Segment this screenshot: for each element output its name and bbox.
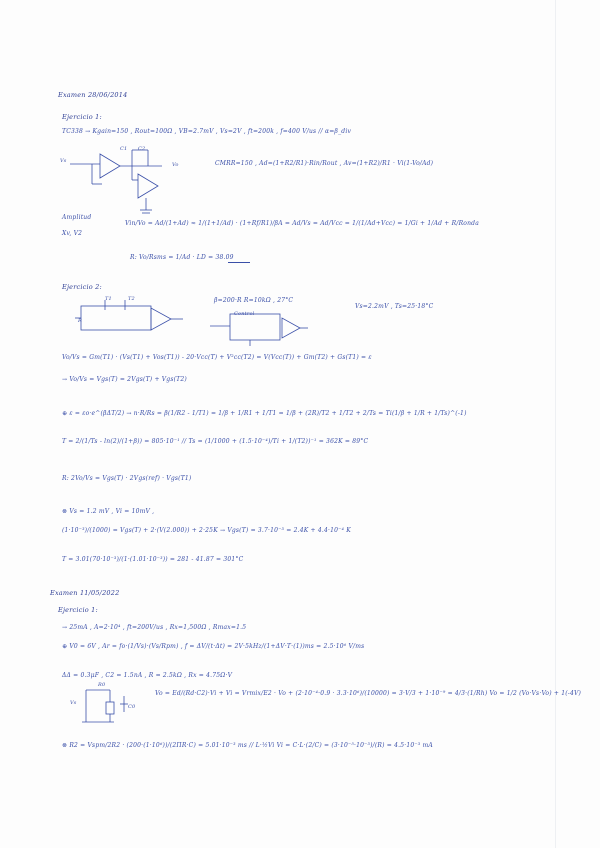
circuit1-label-vo: Vo [172,162,179,168]
exam1-ex2-line3: ⊕ ε = εo·e^(βΔT/2) → n·R/Rs = β(1/R2 - 1/T1) = 1/β + 1/R1 + 1/T1 = 1/β + (2R)/T2 + 1/T2 + 2/Ts = Ti(1/β + 1/R + 1/Ts)^(-1) [62,410,467,417]
exam1-ex1-amp-label: Amplitud [62,214,92,221]
exam2-ex1-line4: ⊗ R2 = Vspm/2R2 · (200·(1·10⁶))/(2ΠR·C) = 5.01·10⁻³ ms // L·½Vi Vi = C·L·(2/C) = (3·10⁻⁵·10⁻³)/(R) = 4.5·10⁻³ mA [62,742,433,749]
exam1-header: Examen 28/06/2014 [58,91,128,99]
exam2-header: Examen 11/05/2022 [50,589,120,597]
page-margin-line [555,0,556,848]
exam1-ex1-result: R: Vo/Rsms = 1/Ad · LD = 38.09 [130,254,234,261]
exam2-ex1-line3: Vo = Ed/(Rd·C2)·Vi + Vi = Vrmix/E2 · Vo + (2·10⁻⁴·0.9 · 3.3·10⁶)/(10000) = 3·V/3 + 1·10⁻⁹ = 4/3·(1/Rh) Vo = 1/2 (Vo·Vs·Vo) + 1(-4V) [155,690,582,697]
exam1-ex1-given: TC338 → Kgain=150 , Rout=100Ω , VB=2.7mV , Vs=2V , ft=200k , f=400 V/us // α=β_div [62,128,352,135]
exam1-ex2-line1: Vo/Vs = Gm(T1) · (Vs(T1) + Vos(T1)) - 20·Vcc(T) + V²cc(T2) = V(Vcc(T)) + Gm(T2) + Gs(T1) = ε [62,354,372,361]
result-underline [228,262,250,263]
transistor-circuit-sketch [75,296,185,346]
exam1-ex2-side-extra: Vs=2.2mV , Ts=25·18°C [355,303,434,310]
circuit1-label-c1: C1 [120,146,128,152]
circuit3-label-r0: R0 [98,682,106,688]
circuit3-label-c0: C0 [128,704,136,710]
exam2-ex1-line2: ΔΔ = 0.3μF , C2 = 1.5nA , R = 2.5kΩ , Rx = 4.75Ω·V [62,672,233,679]
circuit3-label-vs: Vs [70,700,77,706]
circuit2-label-t1: T1 [105,296,112,302]
exam1-ex2-line4: T = 2/(1/Ts - ln(2)/(1+β)) = 805·10⁻¹ // Ts = (1/1000 + (1.5·10⁻⁴)/Ti + 1/(T2))⁻¹ = 362K = 89°C [62,438,369,445]
circuit1-label-vs: Vs [60,158,67,164]
exam1-ex2-line7: (1·10⁻³)/(1000) = Vgs(T) + 2·(V(2.000)) + 2·25K → Vgs(T) = 3.7·10⁻³ = 2.4K + 4.4·10⁻⁴ K [62,527,351,534]
exam1-ex2-side-block: β=200·R R=10kΩ , 27°C [214,297,294,304]
exam1-ex2-title: Ejercicio 2: [62,283,102,291]
circuit2-label-t2: T2 [128,296,135,302]
exam2-ex1-line1: ⊕ V0 = 6V , Ar = fo·(1/Vs)·(Vs/Rpm) , f = ΔV/(t·Δt) = 2V·5kHz/(1+ΔV·T·(1))ms = 2.5·10⁶ V/ms [62,643,365,650]
exam1-ex2-line8: T = 3.01(70·10⁻³)/(1·(1.01·10⁻³)) = 281 - 41.87 = 301°C [62,556,244,563]
circuit1-label-c2: C2 [138,146,146,152]
control-stage-sketch [210,308,310,348]
exam1-ex1-line-a: CMRR=150 , Ad=(1+R2/R1)·Rin/Rout , Av=(1+R2)/R1 · Vi(1-Vo/Ad) [215,160,434,167]
opamp-circuit-sketch-1 [62,144,172,224]
circuit2-label-r: R [78,318,82,324]
exam2-ex1-given: → 25mA , A=2·10⁴ , ft=200V/us , Rx=1,500Ω , Rmax=1.5 [62,624,247,631]
exam1-ex2-line5: R: 2Vo/Vs = Vgs(T) · 2Vgs(ref) · Vgs(T1) [62,475,192,482]
exam1-ex2-line2: → Vo/Vs = Vgs(T) = 2Vgs(T) + Vgs(T2) [62,376,187,383]
exam2-ex1-title: Ejercicio 1: [58,606,98,614]
exam1-ex1-line-b: Vin/Vo = Ad/(1+Ad) ≈ 1/(1+1/Ad) · (1+Rf/R1)/βA = Ad/Vs = Ad/Vcc = 1/(1/Ad+Vcc) = 1/Gi + 1/Ad + R/Ronda [125,220,479,227]
exam1-ex2-line6: ⊗ Vs = 1.2 mV , Vi = 10mV , [62,508,155,515]
control-stage-label: Control [234,311,255,317]
exam1-ex1-title: Ejercicio 1: [62,113,102,121]
exam1-ex1-xv: Xv, V2 [62,230,83,237]
